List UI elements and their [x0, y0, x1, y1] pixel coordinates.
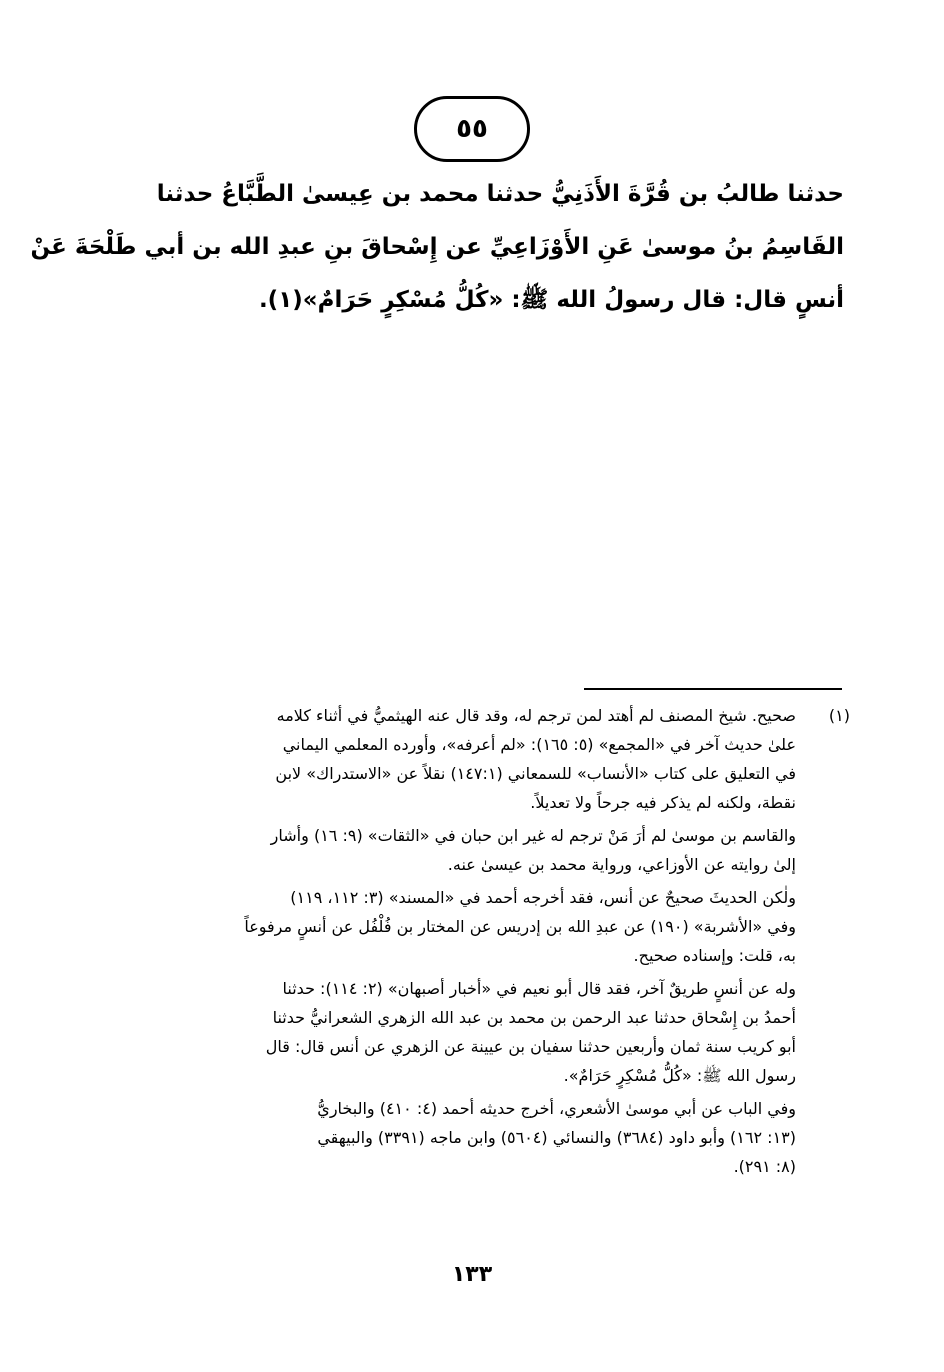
- footnote-line: علىٰ حديث آخر في «المجمع» (٥: ١٦٥): «لم أعرفه»، وأورده المعلمي اليماني: [282, 735, 796, 754]
- footnote-line: أحمدُ بن إِسْحاق حدثنا عبد الرحمن بن محمد بن عبد الله الزهري الشعرانيُّ حدثنا: [272, 1008, 796, 1027]
- footnote-line: به، قلت: وإسناده صحيح.: [633, 946, 796, 965]
- footnote-line: في التعليق على كتاب «الأنساب» للسمعاني (١٤٧:١) نقلاً عن «الاستدراك» لابن: [275, 764, 796, 783]
- footnote-line: إلىٰ روايته عن الأوزاعي، ورواية محمد بن عيسىٰ عنه.: [447, 855, 796, 874]
- footnote-line: أبو كريب سنة ثمان وأربعين حدثنا سفيان بن عيينة عن الزهري عن أنس قال: قال: [265, 1037, 796, 1056]
- hadith-line: القَاسِمُ بنُ موسىٰ عَنِ الأَوْزَاعِيِّ عن إِسْحاقَ بنِ عبدِ الله بن أبي طَلْحَةَ عَنْ: [30, 234, 844, 260]
- footnote-section: [94, 701, 850, 1185]
- footnote-line: وله عن أنسٍ طريقٌ آخر، فقد قال أبو نعيم في «أخبار أصبهان» (٢: ١١٤): حدثنا: [282, 979, 796, 998]
- footnote-divider: [584, 688, 842, 690]
- hadith-text: [30, 168, 844, 327]
- footnote-line: والقاسم بن موسىٰ لم أرَ مَنْ ترجم له غير ابن حبان في «الثقات» (٩: ١٦) وأشار: [270, 826, 796, 845]
- footnote-marker: (١): [828, 706, 850, 725]
- footnote-paragraph: [94, 883, 796, 970]
- footnote-line: صحيح. شيخ المصنف لم أهتد لمن ترجم له، وقد قال عنه الهيثميُّ في أثناء كلامه: [276, 706, 796, 725]
- footnote-body: [94, 701, 796, 1181]
- footnote-paragraph: [94, 1094, 796, 1181]
- footnote-line: نقطة، ولكنه لم يذكر فيه جرحاً ولا تعديلاً.: [530, 793, 796, 812]
- page-number: ١٣٣: [451, 1262, 493, 1287]
- hadith-number-badge: [414, 96, 530, 162]
- footnote-paragraph: [94, 701, 796, 817]
- footnote-line: ولٰكن الحديثَ صحيحٌ عن أنس، فقد أخرجه أحمد في «المسند» (٣: ١١٢، ١١٩): [290, 888, 796, 907]
- footnote-line: (١٣: ١٦٢) وأبو داود (٣٦٨٤) والنسائي (٥٦٠٤) وابن ماجه (٣٣٩١) والبيهقي: [317, 1128, 796, 1147]
- footnote-paragraph: [94, 821, 796, 879]
- footnote-line: وفي الباب عن أبي موسىٰ الأشعري، أخرج حديثه أحمد (٤: ٤١٠) والبخاريُّ: [317, 1099, 796, 1118]
- footnote-paragraph: [94, 974, 796, 1090]
- footnote-line: رسول الله ﷺ: «كُلُّ مُسْكِرٍ حَرَامٌ».: [563, 1066, 796, 1085]
- hadith-line: أنسٍ قال: قال رسولُ الله ﷺ: «كُلُّ مُسْكِرٍ حَرَامٌ»(١).: [258, 287, 844, 313]
- hadith-number: ٥٥: [456, 114, 488, 144]
- hadith-line: حدثنا طالبُ بن قُرَّةَ الأَذَنِيُّ حدثنا محمد بن عِيسىٰ الطَّبَّاعُ حدثنا: [156, 181, 844, 207]
- footnote-line: وفي «الأشربة» (١٩٠) عن عبدِ الله بن إدريس عن المختار بن فُلْفُل عن أنسٍ مرفوعاً: [244, 917, 796, 936]
- footnote-line: (٨: ٢٩١).: [733, 1157, 796, 1176]
